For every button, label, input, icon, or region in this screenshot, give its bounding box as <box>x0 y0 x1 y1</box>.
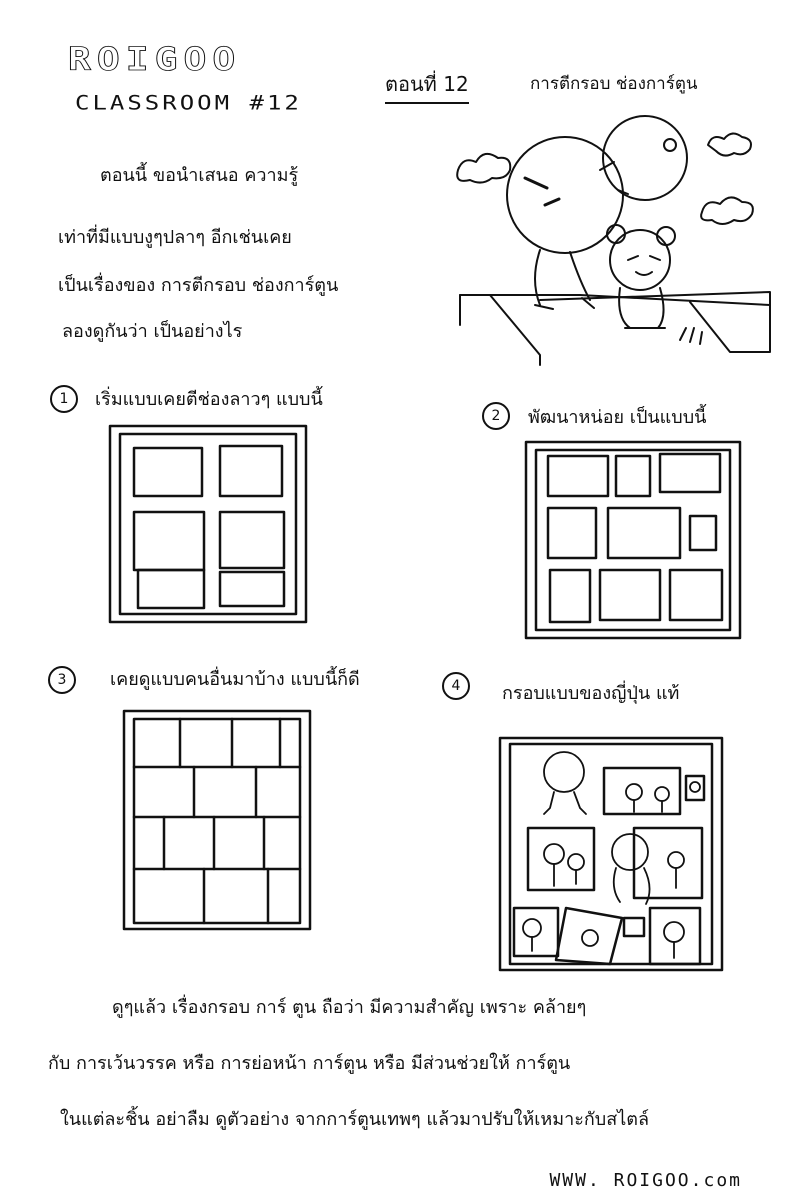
intro-line-3: เป็นเรื่องของ การตีกรอบ ช่องการ์ตูน <box>58 275 339 296</box>
cartoon-characters-illustration <box>450 100 780 370</box>
cloud-right-lower <box>701 197 753 224</box>
roigoo-logo: ROIGOO <box>68 40 242 78</box>
panel-example-2-grid <box>520 436 750 646</box>
panel-number-1: 1 <box>50 385 78 413</box>
panel-caption-2: พัฒนาหน่อย เป็นแบบนี้ <box>528 407 707 428</box>
panel-example-4-japanese-layout <box>494 732 730 978</box>
panel-number-2: 2 <box>482 402 510 430</box>
panel-example-1-grid <box>104 420 314 630</box>
cloud-right-upper <box>708 133 751 155</box>
panel-caption-3: เคยดูแบบคนอื่นมาบ้าง แบบนี้ก็ดี <box>110 669 360 690</box>
panel-caption-1: เริ่มแบบเคยตีช่องลาวๆ แบบนี้ <box>95 389 323 410</box>
cloud-left <box>457 154 510 183</box>
footer-line-1: ดูๆแล้ว เรื่องกรอบ การ์ ตูน ถือว่า มีความสำคัญ เพราะ คล้ายๆ <box>112 997 587 1018</box>
website-url: WWW. ROIGOO.com <box>549 1170 742 1191</box>
panel-caption-4: กรอบแบบของญี่ปุ่น แท้ <box>502 683 680 704</box>
back-head-character <box>603 116 687 200</box>
intro-line-4: ลองดูกันว่า เป็นอย่างไร <box>62 321 243 342</box>
episode-label: ตอนที่ 12 <box>385 68 469 104</box>
intro-line-1: ตอนนี้ ขอนำเสนอ ความรู้ <box>100 165 299 186</box>
panel-number-3: 3 <box>48 666 76 694</box>
big-head-character <box>507 137 623 253</box>
intro-line-2: เท่าที่มีแบบงูๆปลาๆ อีกเช่นเคย <box>58 227 292 248</box>
footer-line-2: กับ การเว้นวรรค หรือ การย่อหน้า การ์ตูน หรือ มีส่วนช่วยให้ การ์ตูน <box>48 1053 571 1074</box>
classroom-title: CLASSROOM #12 <box>75 92 302 115</box>
panel-number-4: 4 <box>442 672 470 700</box>
topic-title: การตีกรอบ ช่องการ์ตูน <box>530 74 698 94</box>
footer-line-3: ในแต่ละชิ้น อย่าลืม ดูตัวอย่าง จากการ์ตูนเทพๆ แล้วมาปรับให้เหมาะกับสไตล์ <box>60 1109 649 1130</box>
panel-example-3-grid <box>118 705 318 935</box>
